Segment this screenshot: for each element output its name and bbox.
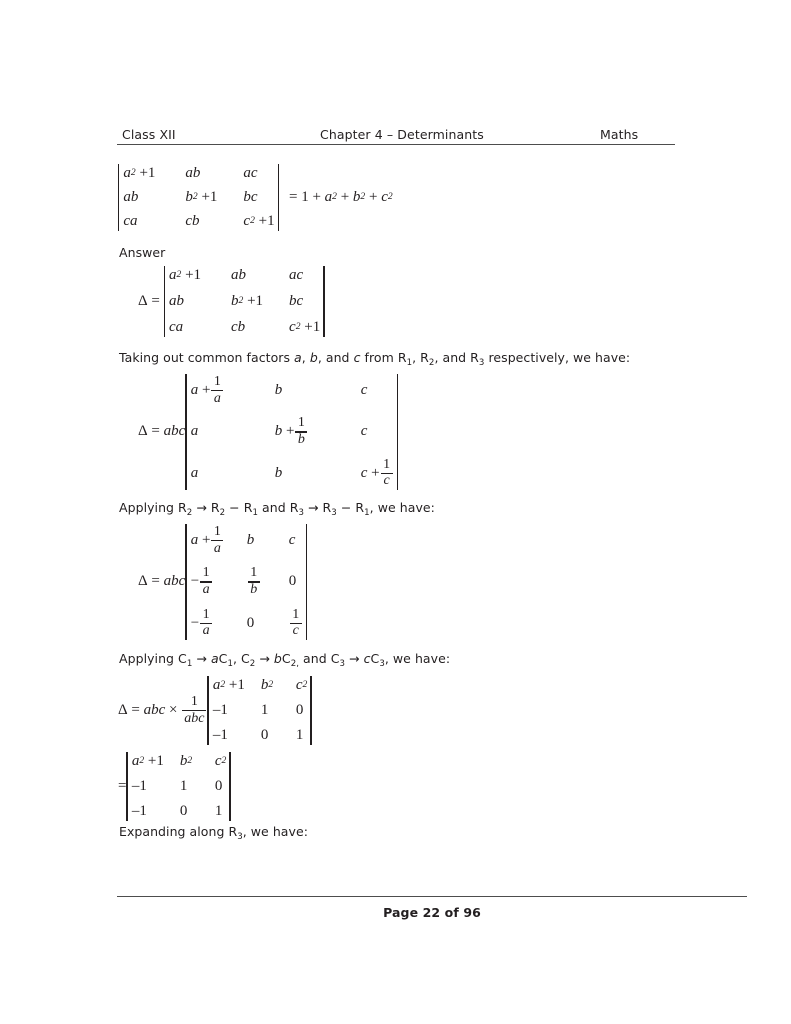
- text-fragment: Expanding along R: [119, 824, 238, 839]
- determinant-right-bar: [310, 676, 311, 745]
- matrix-cell-r3c3: 1: [295, 727, 304, 743]
- text-fragment: →: [345, 651, 364, 666]
- matrix-cell-r3c3: c + $\frac{1}{c}$: [361, 458, 394, 489]
- step-column-operations-text: [119, 650, 450, 670]
- delta-equals-abc: Δ = abc: [138, 573, 186, 590]
- matrix-cell-r1c2: b 2: [260, 677, 274, 693]
- footer-divider: [117, 896, 747, 897]
- fraction-one-over-b: $\frac{1}{b}$: [295, 416, 307, 447]
- matrix-cell-r2c3: 0: [288, 573, 297, 590]
- matrix-cell-r1c3: c: [288, 532, 296, 549]
- fraction-one-over-c: $\frac{1}{c}$: [381, 458, 393, 489]
- determinant-bars: [185, 524, 307, 640]
- matrix-cell-r1c1: a + $\frac{1}{a}$: [191, 525, 247, 556]
- equation-after-row-operations: [138, 524, 307, 640]
- determinant-bars: [118, 164, 279, 231]
- matrix-cell-r2c1: ab: [169, 293, 185, 309]
- variable-a: a: [210, 651, 219, 666]
- text-fragment: →: [255, 651, 274, 666]
- determinant-right-bar: [397, 374, 398, 490]
- variable-b: b: [273, 651, 282, 666]
- variable-a: a: [294, 350, 302, 365]
- delta-equals: Δ =: [138, 293, 160, 309]
- matrix-cell-r1c2: b: [274, 382, 283, 399]
- fraction-one-over-a: $\frac{1}{a}$: [211, 525, 223, 556]
- subscript: 1: [252, 508, 258, 518]
- header-chapter-title: Chapter 4 – Determinants: [320, 127, 484, 142]
- subscript: 1: [186, 659, 193, 669]
- text-fragment: , R: [412, 350, 429, 365]
- matrix-cell-r3c2: cb: [231, 319, 246, 335]
- matrix-cell-r3c2: 0: [179, 803, 188, 819]
- delta-equals-abc-times-reciprocal: Δ = abc × $\frac{1}{\text{abc}}$: [118, 693, 205, 726]
- text-fragment: Taking out common factors: [119, 350, 295, 365]
- matrix-cell-r2c2: 1: [260, 702, 269, 718]
- matrix-cell-r2c2: 1: [179, 778, 188, 794]
- page-number-label: Page 22 of 96: [383, 905, 481, 920]
- determinant-bars: [164, 266, 325, 337]
- header-row: [117, 126, 675, 143]
- matrix-cell-r1c1: a 2 +1: [169, 267, 202, 283]
- header-class-label: Class XII: [122, 127, 176, 142]
- subscript: 2: [428, 358, 435, 368]
- step-common-factors-text: [119, 349, 630, 369]
- subscript: 2,: [290, 659, 299, 669]
- fraction-one-over-a: $\frac{1}{a}$: [200, 566, 212, 597]
- text-fragment: and R: [258, 500, 299, 515]
- text-fragment: , C: [232, 651, 250, 666]
- matrix-cell-r1c2: b: [246, 532, 255, 549]
- matrix-cell-r2c3: c: [360, 423, 368, 440]
- determinant-bars: [185, 374, 398, 490]
- matrix-cell-r3c1: a: [190, 464, 199, 481]
- matrix-cell-r1c1: a 2 +1: [123, 165, 156, 181]
- subscript: 1: [406, 358, 413, 368]
- matrix-cell-r3c2: 0: [246, 614, 255, 631]
- matrix-cell-r2c3: 0: [295, 702, 304, 718]
- subscript: 3: [237, 832, 243, 842]
- header-subject-label: Maths: [600, 127, 639, 142]
- text-fragment: C: [370, 651, 380, 666]
- matrix-cell-r2c1: –1: [131, 778, 147, 794]
- variable-c: c: [363, 651, 371, 666]
- equation-after-column-operations: [118, 676, 312, 745]
- text-fragment: , and R: [434, 350, 479, 365]
- subscript: 3: [298, 508, 304, 518]
- text-fragment: C: [281, 651, 291, 666]
- matrix-cell-r2c3: bc: [243, 189, 258, 205]
- equation-delta-definition: [138, 266, 325, 337]
- fraction-one-over-a: $\frac{1}{a}$: [211, 375, 223, 406]
- matrix-cell-r1c3: c 2: [295, 677, 308, 693]
- matrix-cell-r1c3: c 2: [214, 753, 227, 769]
- matrix-cell-r1c2: ab: [185, 165, 201, 181]
- text-fragment: from R: [360, 350, 407, 365]
- determinant-grid: [128, 752, 229, 821]
- text-fragment: , we have:: [242, 824, 308, 839]
- text-fragment: respectively, we have:: [484, 350, 631, 365]
- subscript: 2: [249, 659, 256, 669]
- fraction-one-over-b: $\frac{1}{b}$: [248, 566, 260, 597]
- matrix-cell-r1c2: ab: [231, 267, 247, 283]
- step-expanding-text: [119, 823, 308, 843]
- equation-factored-determinant: [138, 374, 398, 490]
- text-fragment: → R: [303, 500, 332, 515]
- equals-sign: =: [118, 778, 127, 794]
- matrix-cell-r1c3: c: [360, 382, 368, 399]
- matrix-cell-r3c3: c 2 +1: [289, 319, 321, 335]
- matrix-cell-r1c3: ac: [243, 165, 258, 181]
- determinant-grid: [187, 524, 306, 640]
- text-fragment: Applying R: [119, 500, 187, 515]
- determinant-bars: [126, 752, 230, 821]
- subscript: 1: [364, 508, 370, 518]
- text-fragment: Applying C: [119, 651, 187, 666]
- matrix-cell-r1c1: a + $\frac{1}{a}$: [191, 375, 275, 406]
- matrix-cell-r3c1: –1: [212, 727, 228, 743]
- determinant-grid: [165, 266, 323, 337]
- determinant-grid: [187, 374, 397, 490]
- matrix-cell-r1c2: b 2: [179, 753, 193, 769]
- text-fragment: →: [192, 651, 211, 666]
- matrix-cell-r1c1: a 2 +1: [131, 753, 164, 769]
- determinant-right-bar: [306, 524, 307, 640]
- equation-determinant-identity: [118, 164, 393, 231]
- subscript: 3: [331, 508, 337, 518]
- step-row-operations-text: [119, 499, 435, 519]
- matrix-cell-r2c1: − $\frac{1}{a}$: [191, 566, 247, 597]
- subscript: 3: [379, 659, 385, 669]
- text-fragment: , we have:: [369, 500, 435, 515]
- equation-simplified-determinant: [118, 752, 231, 821]
- matrix-cell-r3c1: ca: [123, 213, 138, 229]
- matrix-cell-r2c3: 0: [214, 778, 223, 794]
- matrix-cell-r3c2: 0: [260, 727, 269, 743]
- text-fragment: C: [218, 651, 228, 666]
- text-fragment: , and: [317, 350, 354, 365]
- matrix-cell-r2c2: b + $\frac{1}{b}$: [275, 416, 361, 447]
- matrix-cell-r3c3: [289, 608, 303, 639]
- matrix-cell-r1c3: ac: [289, 267, 304, 283]
- subscript: 2: [219, 508, 226, 518]
- matrix-cell-r2c2: b 2 +1: [231, 293, 264, 309]
- fraction-one-over-c: $\frac{1}{c}$: [290, 608, 302, 639]
- determinant-right-bar: [229, 752, 230, 821]
- equation-rhs: = 1 + a 2 + b 2 + c 2: [288, 189, 393, 205]
- fraction-one-over-a: $\frac{1}{a}$: [200, 608, 212, 639]
- matrix-cell-r2c3: bc: [289, 293, 304, 309]
- subscript: 3: [478, 358, 485, 368]
- variable-b: b: [309, 350, 318, 365]
- determinant-right-bar: [323, 266, 324, 337]
- matrix-cell-r1c1: a 2 +1: [212, 677, 245, 693]
- determinant-bars: [207, 676, 311, 745]
- text-fragment: ,: [301, 350, 310, 365]
- matrix-cell-r3c2: cb: [185, 213, 200, 229]
- variable-c: c: [353, 350, 361, 365]
- answer-label: Answer: [119, 245, 166, 260]
- text-fragment: − R: [225, 500, 253, 515]
- determinant-grid: [119, 164, 277, 231]
- matrix-cell-r2c1: a: [190, 423, 199, 440]
- text-fragment: − R: [336, 500, 365, 515]
- matrix-cell-r3c1: ca: [169, 319, 184, 335]
- matrix-cell-r3c3: c 2 +1: [243, 213, 275, 229]
- matrix-cell-r3c2: b: [274, 464, 283, 481]
- matrix-cell-r3c1: − $\frac{1}{a}$: [191, 608, 247, 639]
- delta-equals-abc: Δ = abc: [138, 423, 186, 440]
- matrix-cell-r3c1: –1: [131, 803, 147, 819]
- matrix-cell-r3c3: 1: [214, 803, 223, 819]
- matrix-cell-r2c2: b 2 +1: [185, 189, 218, 205]
- determinant-right-bar: [278, 164, 279, 231]
- determinant-grid: [209, 676, 310, 745]
- header-divider: [117, 144, 675, 145]
- text-fragment: , we have:: [384, 651, 451, 666]
- fraction-one-over-abc: $\frac{1}{\text{abc}}$: [184, 693, 205, 726]
- text-fragment: → R: [192, 500, 220, 515]
- subscript: 3: [339, 659, 346, 669]
- page-header: [117, 126, 675, 145]
- subscript: 1: [227, 659, 233, 669]
- matrix-cell-r2c1: ab: [123, 189, 139, 205]
- text-fragment: and C: [299, 651, 340, 666]
- matrix-cell-r2c1: –1: [212, 702, 228, 718]
- matrix-cell-r2c2: [247, 566, 289, 597]
- subscript: 2: [186, 508, 193, 518]
